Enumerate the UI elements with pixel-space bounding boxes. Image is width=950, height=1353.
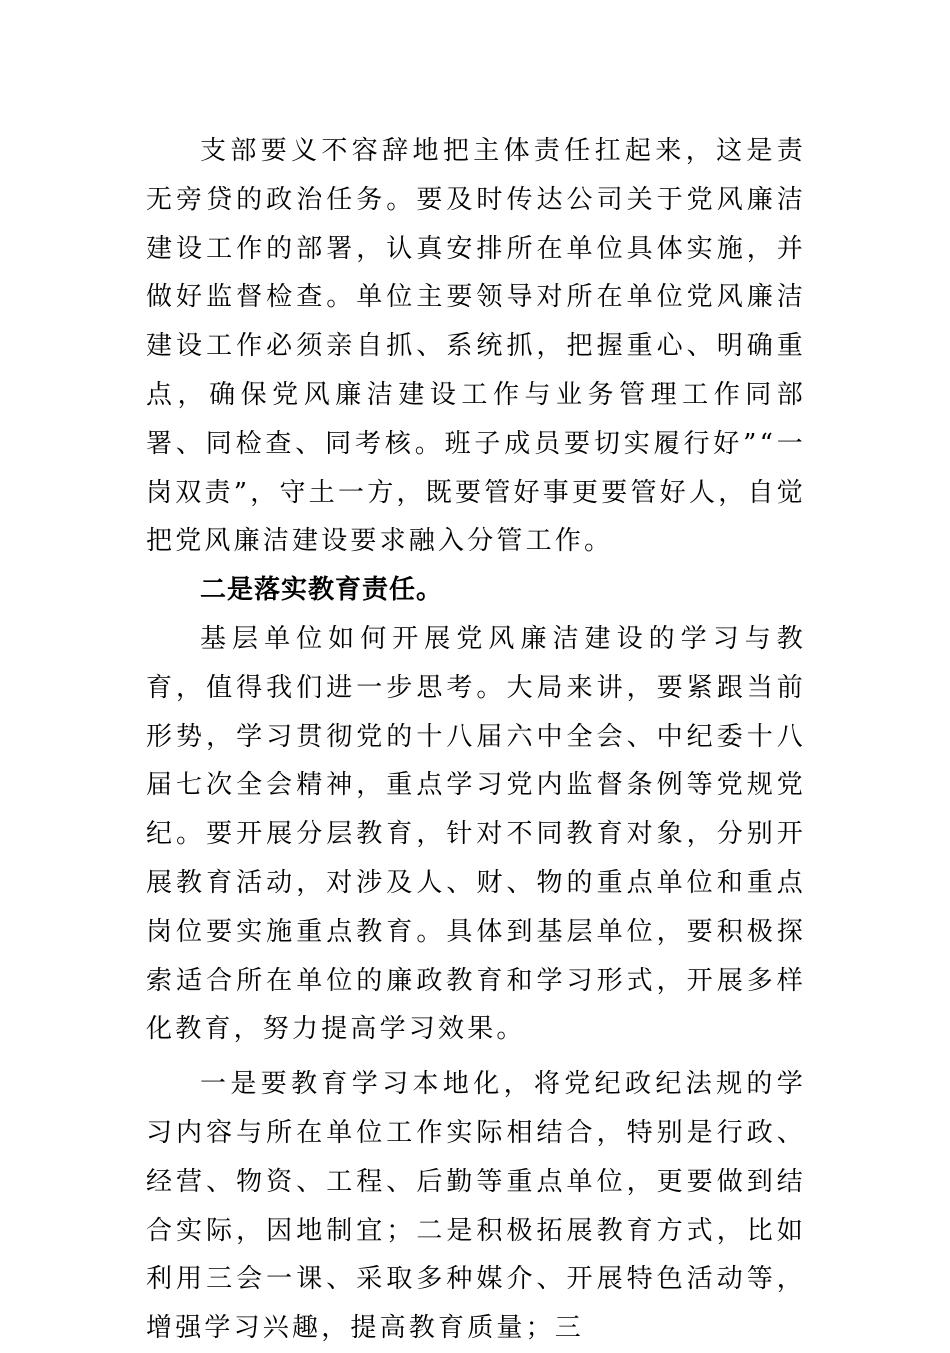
paragraph-grassroots-education: 基层单位如何开展党风廉洁建设的学习与教育，值得我们进一步思考。大局来讲，要紧跟当前形势，学习贯彻党的十八届六中全会、中纪委十八届七次全会精神，重点学习党内监督条例等党规党纪。要开展分层教育，针对不同教育对象，分别开展教育活动，对涉及人、财、物的重点单位和重点岗位要实施重点教育。具体到基层单位，要积极探索适合所在单位的廉政教育和学习形式，开展多样化教育，努力提高学习效果。: [146, 623, 806, 1045]
paragraph-education-methods: 一是要教育学习本地化，将党纪政纪法规的学习内容与所在单位工作实际相结合，特别是行政、经营、物资、工程、后勤等重点单位，更要做到结合实际，因地制宜；二是积极拓展教育方式，比如利用三会一课、采取多种媒介、开展特色活动等，增强学习兴趣，提高教育质量；三: [146, 1069, 806, 1344]
document-body: [146, 127, 806, 1353]
section-heading-education-responsibility: 二是落实教育责任。: [200, 575, 444, 606]
paragraph-branch-responsibility: 支部要义不容辞地把主体责任扛起来，这是责无旁贷的政治任务。要及时传达公司关于党风廉洁建设工作的部署，认真安排所在单位具体实施，并做好监督检查。单位主要领导对所在单位党风廉洁建设工作必须亲自抓、系统抓，把握重心、明确重点，确保党风廉洁建设工作与业务管理工作同部署、同检查、同考核。班子成员要切实履行好”“一岗双责”，守土一方，既要管好事更要管好人，自觉把党风廉洁建设要求融入分管工作。: [146, 136, 806, 557]
